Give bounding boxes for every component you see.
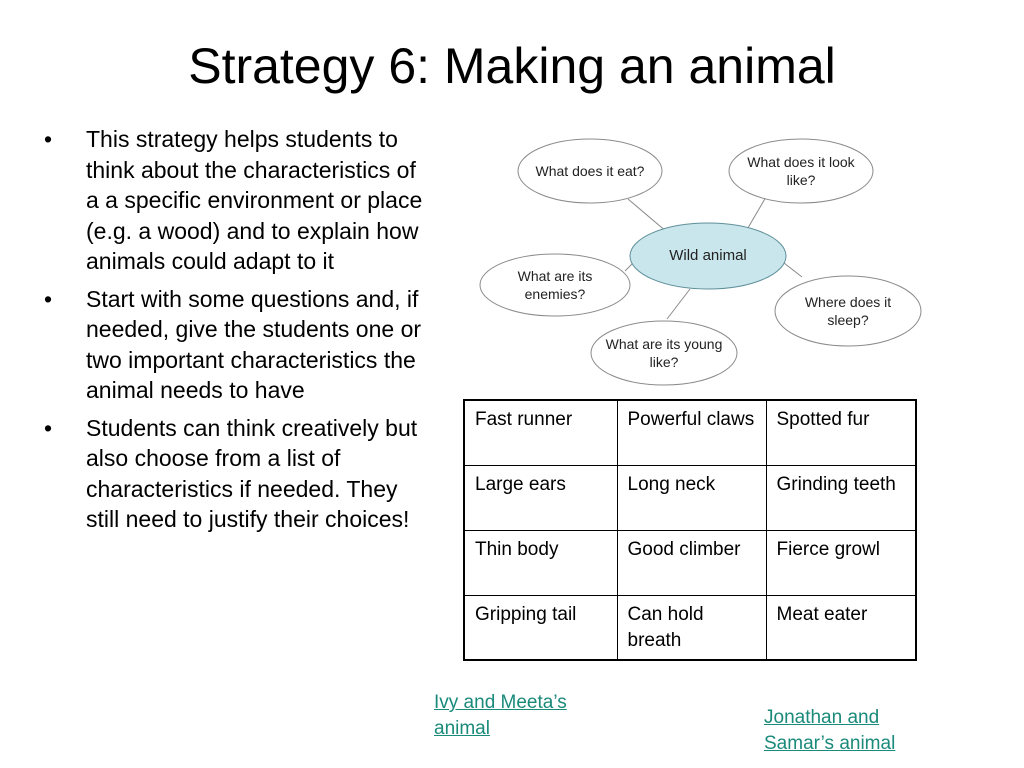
table-cell: Gripping tail: [464, 595, 617, 660]
table-row: [464, 530, 916, 595]
bullet-marker: •: [44, 414, 53, 441]
table-cell: Grinding teeth: [766, 465, 916, 530]
table-cell: Meat eater: [766, 595, 916, 660]
bubble-what-does-it-eat: What does it eat?: [535, 163, 645, 179]
jonathan-samar-animal-link[interactable]: Jonathan and Samar’s animal: [764, 707, 896, 754]
connector-line: [784, 263, 802, 277]
table-cell: Can hold breath: [617, 595, 766, 660]
bullet-item: [44, 284, 434, 406]
table-cell: Good climber: [617, 530, 766, 595]
bubble-what-are-its-young-like: What are its young like?: [605, 336, 723, 370]
connector-line: [667, 289, 690, 319]
table-row: [464, 595, 916, 660]
bullet-item: [44, 124, 434, 277]
bubble-what-does-it-look-like: What does it look like?: [747, 154, 855, 188]
table-cell: Fierce growl: [766, 530, 916, 595]
characteristics-table: [463, 399, 917, 661]
bubble-where-does-it-sleep: Where does it sleep?: [804, 294, 892, 328]
table-row: [464, 465, 916, 530]
table-cell: Thin body: [464, 530, 617, 595]
bullet-text: Start with some questions and, if needed, give the students one or two important characteristics the animal needs to have: [86, 285, 422, 403]
bullet-text: This strategy helps students to think about the characteristics of a a specific environment or place (e.g. a wood) and to explain how animals could adapt to it: [86, 126, 423, 274]
spider-diagram: [476, 137, 926, 387]
ivy-meeta-animal-link[interactable]: Ivy and Meeta’s animal: [434, 692, 567, 739]
table-cell: Long neck: [617, 465, 766, 530]
bullet-text: Students can think creatively but also choose from a list of characteristics if needed. They still need to justify their choices!: [86, 414, 418, 532]
bubble-wild-animal: Wild animal: [669, 247, 747, 264]
table-cell: Large ears: [464, 465, 617, 530]
table-row: [464, 400, 916, 465]
bubble-what-are-its-enemies: What are its enemies?: [517, 268, 593, 302]
bullet-marker: •: [44, 285, 53, 312]
bullet-marker: •: [44, 126, 53, 152]
table-cell: Powerful claws: [617, 400, 766, 465]
table-cell: Spotted fur: [766, 400, 916, 465]
bullet-list: [44, 124, 434, 542]
table-cell: Fast runner: [464, 400, 617, 465]
slide-title: Strategy 6: Making an animal: [188, 38, 836, 94]
bullet-item: [44, 413, 434, 535]
